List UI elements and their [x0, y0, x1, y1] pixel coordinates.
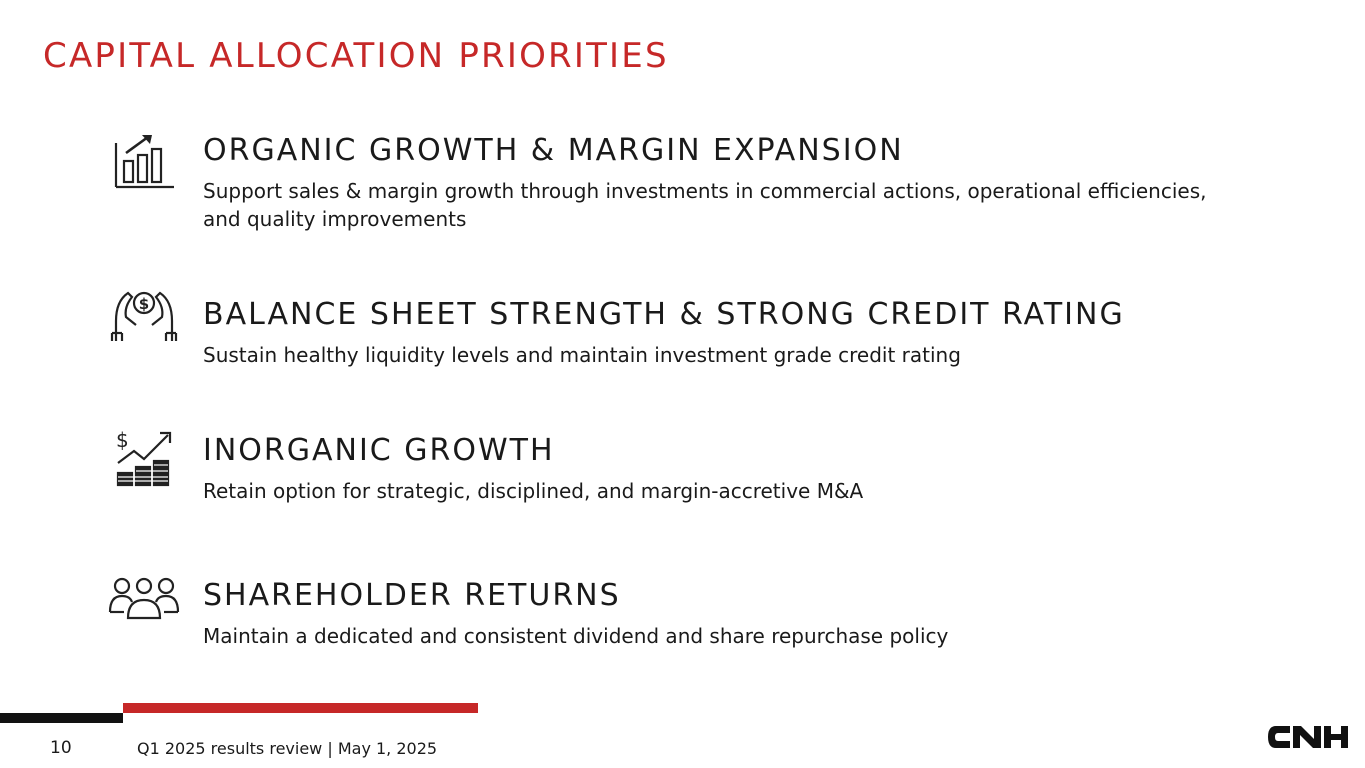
svg-text:$: $ [138, 295, 150, 313]
priority-heading: BALANCE SHEET STRENGTH & STRONG CREDIT RATING [203, 297, 1125, 332]
footer-bar-accent [123, 703, 478, 713]
priority-heading: ORGANIC GROWTH & MARGIN EXPANSION [203, 133, 904, 168]
dollar-growth-coins-icon [108, 425, 180, 489]
hands-protecting-coin-icon [108, 287, 180, 351]
priority-heading: SHAREHOLDER RETURNS [203, 578, 621, 613]
priority-description: Maintain a dedicated and consistent dividend and share repurchase policy [203, 624, 949, 648]
page-title: CAPITAL ALLOCATION PRIORITIES [43, 36, 669, 76]
people-group-icon [108, 572, 180, 636]
page-number: 10 [50, 738, 72, 758]
cnh-logo [1266, 722, 1350, 752]
footer-text: Q1 2025 results review | May 1, 2025 [137, 739, 438, 758]
footer-bar-dark [0, 713, 123, 723]
bar-chart-growth-icon [108, 133, 180, 197]
svg-text:$: $ [116, 428, 129, 452]
priority-description: Retain option for strategic, disciplined, and margin-accretive M&A [203, 479, 864, 503]
priority-heading: INORGANIC GROWTH [203, 433, 555, 468]
priority-description: Support sales & margin growth through investments in commercial actions, operational efficiencies, and quality improvements [203, 179, 1207, 231]
priority-description: Sustain healthy liquidity levels and maintain investment grade credit rating [203, 343, 961, 367]
